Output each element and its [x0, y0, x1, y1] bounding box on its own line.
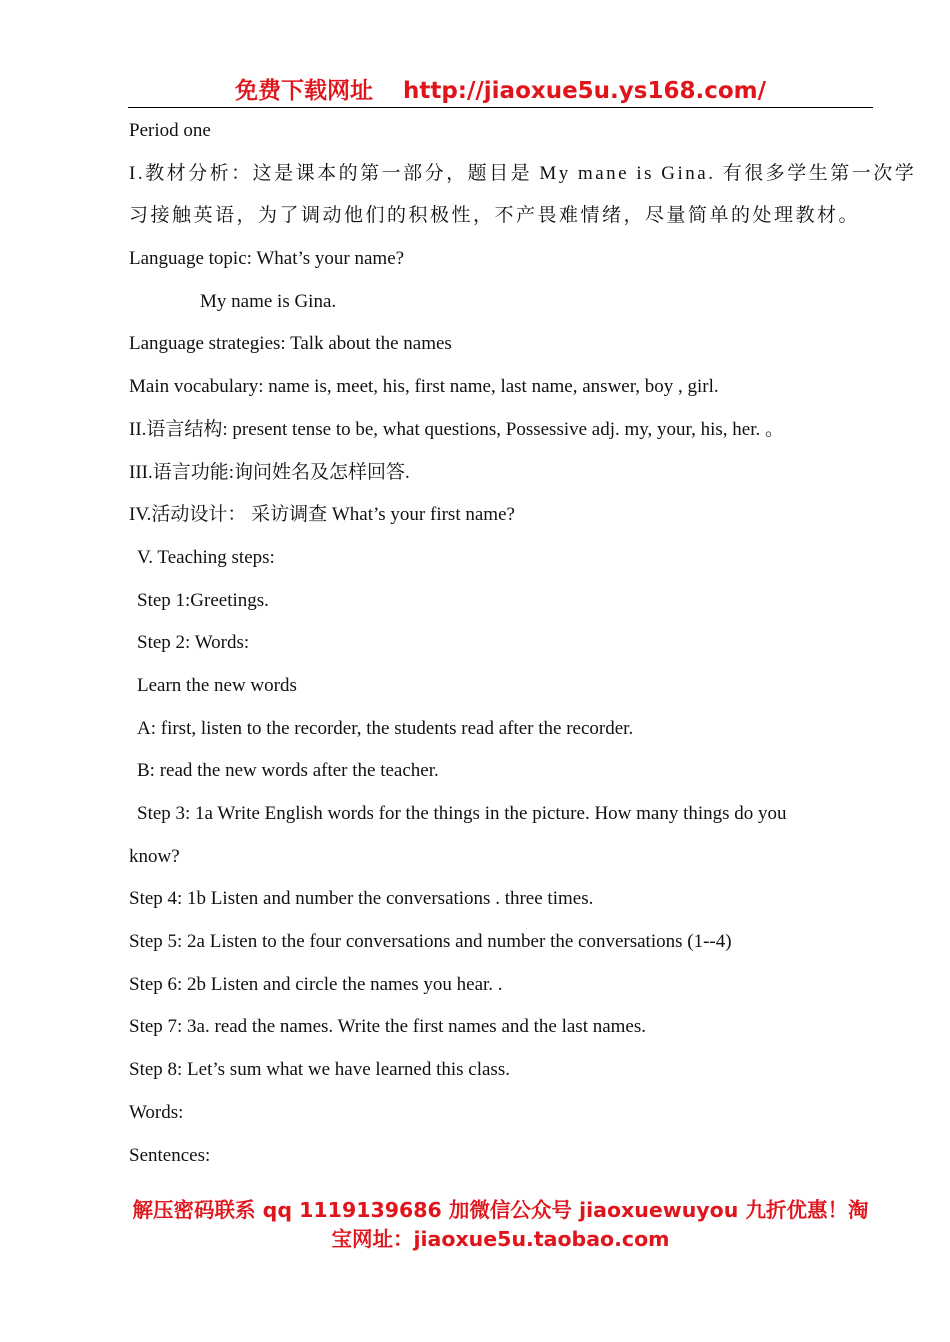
- header-label: 免费下载网址: [234, 78, 373, 104]
- step-7: Step 7: 3a. read the names. Write the first names and the last names.: [129, 1016, 647, 1038]
- analysis-line-2: 习接触英语，为了调动他们的积极性，不产畏难情绪，尽量简单的处理教材。: [129, 205, 861, 227]
- sub-step-b: B: read the new words after the teacher.: [137, 760, 439, 782]
- step-2: Step 2: Words:: [137, 632, 250, 654]
- analysis-line-1: I.教材分析：这是课本的第一部分，题目是 My mane is Gina. 有很多学生第一次学: [129, 162, 917, 184]
- step-3-line-1: Step 3: 1a Write English words for the things in the picture. How many things do you: [137, 803, 787, 824]
- header-url-link[interactable]: http://jiaoxue5u.ys168.com/: [402, 78, 767, 104]
- step-1: Step 1:Greetings.: [137, 589, 269, 611]
- words-label: Words:: [129, 1101, 184, 1123]
- language-structure: II.语言结构: present tense to be, what questions, Possessive adj. my, your, his, her. 。: [129, 418, 785, 440]
- teaching-steps-heading: V. Teaching steps:: [137, 546, 275, 568]
- sentences-label: Sentences:: [129, 1144, 211, 1166]
- main-vocabulary: Main vocabulary: name is, meet, his, first name, last name, answer, boy , girl.: [129, 376, 719, 398]
- step-5: Step 5: 2a Listen to the four conversations and number the conversations (1--4): [129, 931, 732, 953]
- step-8: Step 8: Let’s sum what we have learned this class.: [129, 1059, 510, 1081]
- sub-step-a: A: first, listen to the recorder, the students read after the recorder.: [137, 717, 634, 739]
- page-footer: 解压密码联系 qq 1119139686 加微信公众号 jiaoxuewuyou 九折优惠！淘宝网址：jiaoxue5u.taobao.com: [132, 1198, 869, 1251]
- header-divider: [128, 107, 873, 108]
- language-topic: Language topic: What’s your name?: [129, 248, 405, 270]
- step-4: Step 4: 1b Listen and number the conversations . three times.: [129, 888, 594, 910]
- language-strategies: Language strategies: Talk about the names: [129, 333, 452, 355]
- document-body: [129, 110, 917, 1177]
- page-header: [128, 74, 873, 108]
- learn-new-words: Learn the new words: [137, 674, 297, 696]
- activity-design: IV.活动设计： 采访调查 What’s your first name?: [129, 504, 515, 526]
- language-function: III.语言功能:询问姓名及怎样回答.: [129, 461, 410, 483]
- language-topic-answer: My name is Gina.: [200, 290, 337, 312]
- period-title: Period one: [129, 120, 211, 141]
- step-3-line-2: know?: [129, 845, 180, 867]
- step-6: Step 6: 2b Listen and circle the names you hear. .: [129, 973, 503, 995]
